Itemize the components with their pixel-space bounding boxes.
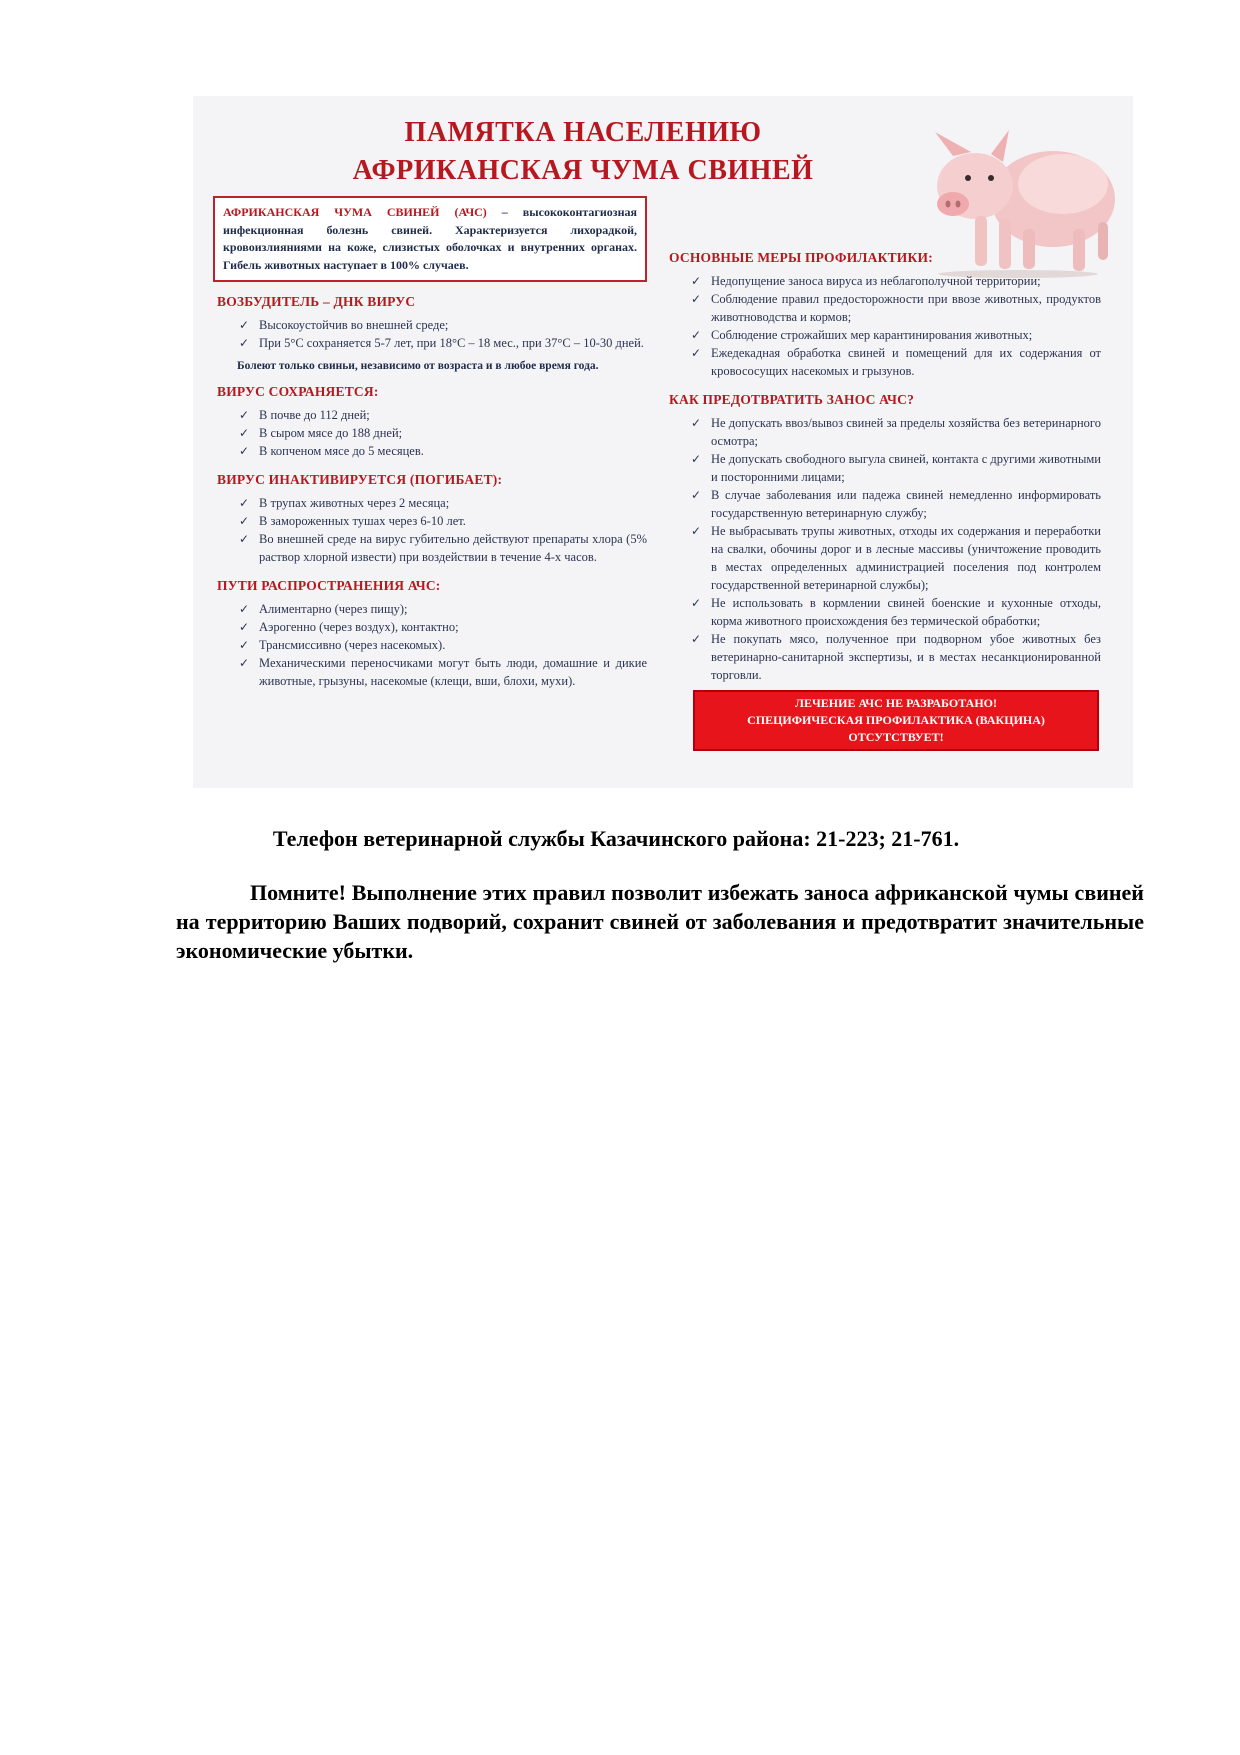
list-item: ✓ Не допускать ввоз/вывоз свиней за пределы хозяйства без ветеринарного осмотра; xyxy=(691,414,1101,450)
list-item: ✓ Трансмиссивно (через насекомых). xyxy=(239,636,647,654)
list-item: ✓ Высокоустойчив во внешней среде; xyxy=(239,316,647,334)
poster-title xyxy=(343,114,823,190)
list-item: ✓ Соблюдение правил предосторожности при ввозе животных, продуктов животноводства и кормов; xyxy=(691,290,1101,326)
list-item: ✓ Механическими переносчиками могут быть люди, домашние и дикие животные, грызуны, насекомые (клещи, вши, блохи, мухи). xyxy=(239,654,647,690)
list-item: ✓ Ежедекадная обработка свиней и помещений для их содержания от кровососущих насекомых и грызунов. xyxy=(691,344,1101,380)
asf-poster xyxy=(193,96,1133,788)
list-item: ✓ Алиментарно (через пищу); xyxy=(239,600,647,618)
list-item: ✓ Не допускать свободного выгула свиней, контакта с другими животными и посторонними лицами; xyxy=(691,450,1101,486)
list-item: ✓ Аэрогенно (через воздух), контактно; xyxy=(239,618,647,636)
right-column xyxy=(665,238,1101,751)
list-item: ✓ Во внешней среде на вирус губительно действуют препараты хлора (5% раствор хлорной извести) при воздействии в течение 4-х часов. xyxy=(239,530,647,566)
list-item: ✓ При 5°С сохраняется 5-7 лет, при 18°С – 18 мес., при 37°С – 10-30 дней. xyxy=(239,334,647,352)
spread-list xyxy=(213,600,647,690)
intro-text: – высококонтагиозная инфекционная болезнь свиней. Характеризуется лихорадкой, кровоизлияниями на коже, слизистых оболочках и внутренних органах. Гибель животных наступает в 100% случаев. xyxy=(223,205,638,272)
section-heading-persistence: ВИРУС СОХРАНЯЕТСЯ: xyxy=(217,384,379,399)
intro-box xyxy=(213,196,647,282)
inactivation-list xyxy=(213,494,647,566)
section-heading-prevention: ОСНОВНЫЕ МЕРЫ ПРОФИЛАКТИКИ: xyxy=(669,250,933,265)
section-heading-inactivation: ВИРУС ИНАКТИВИРУЕТСЯ (ПОГИБАЕТ): xyxy=(217,472,503,487)
how-to-prevent-list xyxy=(665,414,1101,684)
list-item: ✓ Соблюдение строжайших мер карантинирования животных; xyxy=(691,326,1101,344)
section-heading-how-to-prevent: КАК ПРЕДОТВРАТИТЬ ЗАНОС АЧС? xyxy=(669,392,915,407)
section-heading-pathogen: ВОЗБУДИТЕЛЬ – ДНК ВИРУС xyxy=(217,294,416,309)
left-column xyxy=(213,196,647,690)
note-text: Болеют только свиньи, независимо от возраста и в любое время года. xyxy=(237,360,599,372)
warning-line2: СПЕЦИФИЧЕСКАЯ ПРОФИЛАКТИКА (ВАКЦИНА) xyxy=(747,713,1045,727)
phone-line: Телефон ветеринарной службы Казачинского района: 21-223; 21-761. xyxy=(272,826,960,851)
list-item: ✓ В почве до 112 дней; xyxy=(239,406,647,424)
list-item: ✓ Недопущение заноса вируса из неблагополучной территории; xyxy=(691,272,1101,290)
warning-line3: ОТСУТСТВУЕТ! xyxy=(848,730,944,744)
pathogen-list xyxy=(213,316,647,352)
list-item: ✓ В случае заболевания или падежа свиней немедленно информировать государственную ветеринарную службу; xyxy=(691,486,1101,522)
list-item: ✓ Не выбрасывать трупы животных, отходы их содержания и переработки на свалки, обочины дорог и в лесные массивы (уничтожение проводить в местах определенных администрацией поселения под контролем государственной ветеринарной службы); xyxy=(691,522,1101,594)
poster-title-line1: ПАМЯТКА НАСЕЛЕНИЮ xyxy=(404,117,762,148)
intro-highlight: АФРИКАНСКАЯ ЧУМА СВИНЕЙ (АЧС) xyxy=(223,205,487,219)
list-item: ✓ В замороженных тушах через 6-10 лет. xyxy=(239,512,647,530)
poster-title-line2: АФРИКАНСКАЯ ЧУМА СВИНЕЙ xyxy=(352,155,814,186)
warning-box xyxy=(693,690,1099,751)
list-item: ✓ В копченом мясе до 5 месяцев. xyxy=(239,442,647,460)
list-item: ✓ Не покупать мясо, полученное при подворном убое животных без ветеринарно-санитарной экспертизы, и в местах несанкционированной торговли. xyxy=(691,630,1101,684)
persistence-list xyxy=(213,406,647,460)
warning-line1: ЛЕЧЕНИЕ АЧС НЕ РАЗРАБОТАНО! xyxy=(795,696,997,710)
list-item: ✓ В трупах животных через 2 месяца; xyxy=(239,494,647,512)
list-item: ✓ В сыром мясе до 188 дней; xyxy=(239,424,647,442)
prevention-list xyxy=(665,272,1101,380)
section-heading-spread: ПУТИ РАСПРОСТРАНЕНИЯ АЧС: xyxy=(217,578,441,593)
list-item: ✓ Не использовать в кормлении свиней боенские и кухонные отходы, корма животного происхождения без термической обработки; xyxy=(691,594,1101,630)
remember-paragraph: Помните! Выполнение этих правил позволит избежать заноса африканской чумы свиней на территорию Ваших подворий, сохранит свиней от заболевания и предотвратит значительные экономические убытки. xyxy=(176,880,1144,963)
